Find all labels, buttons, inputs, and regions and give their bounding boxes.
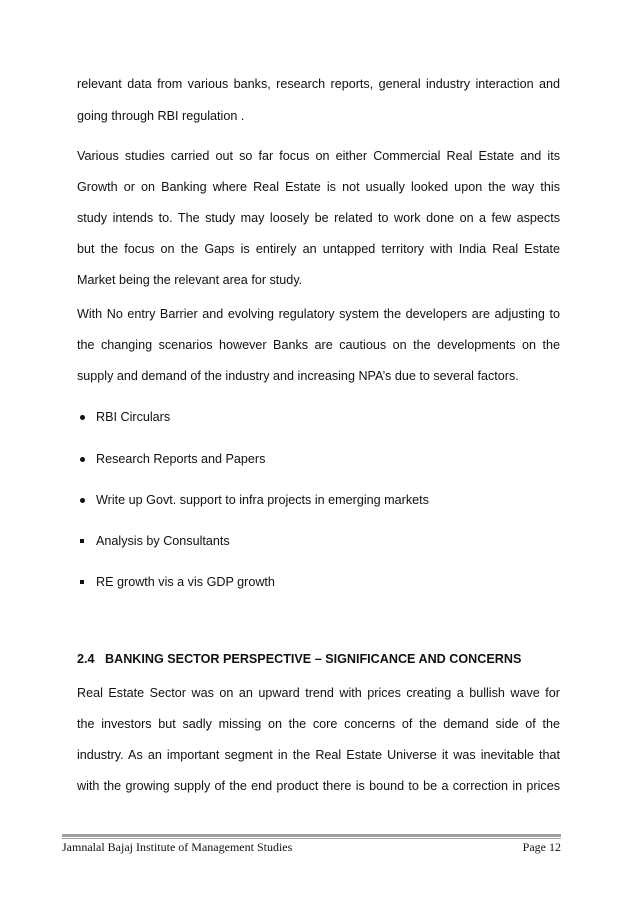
- section-heading: [77, 651, 560, 667]
- footer-page-number: Page 12: [522, 840, 561, 854]
- bullet-icon: [80, 580, 84, 584]
- paragraph-4-line-1: Real Estate Sector was on an upward trend with prices creating a bullish wave for: [77, 686, 560, 700]
- paragraph-4-line-3: industry. As an important segment in the Real Estate Universe it was inevitable that: [77, 748, 560, 762]
- paragraph-2-line-5: Market being the relevant area for study.: [77, 273, 303, 287]
- list-item-text: Research Reports and Papers: [96, 452, 266, 466]
- bullet-icon: [80, 457, 85, 462]
- paragraph-3-line-3: supply and demand of the industry and increasing NPA’s due to several factors.: [77, 369, 519, 383]
- paragraph-3-line-1: With No entry Barrier and evolving regulatory system the developers are adjusting to: [77, 307, 560, 321]
- footer-divider: [62, 834, 561, 837]
- bullet-icon: [80, 415, 85, 420]
- footer-institute: Jamnalal Bajaj Institute of Management Studies: [62, 840, 293, 854]
- paragraph-1-line-1: relevant data from various banks, research reports, general industry interaction and: [77, 77, 560, 91]
- paragraph-2-line-3: study intends to. The study may loosely be related to work done on a few aspects: [77, 211, 560, 225]
- list-item-text: RBI Circulars: [96, 410, 171, 424]
- paragraph-2-line-2: Growth or on Banking where Real Estate is not usually looked upon the way this: [77, 180, 560, 194]
- bullet-icon: [80, 539, 84, 543]
- section-number: 2.4: [77, 652, 95, 666]
- paragraph-4-line-4: with the growing supply of the end product there is bound to be a correction in prices: [77, 779, 560, 793]
- footer-divider-thin: [62, 838, 561, 839]
- paragraph-4-line-2: the investors but sadly missing on the core concerns of the demand side of the: [77, 717, 560, 731]
- bullet-icon: [80, 498, 85, 503]
- list-item-text: Write up Govt. support to infra projects in emerging markets: [96, 493, 429, 507]
- paragraph-2-line-1: Various studies carried out so far focus on either Commercial Real Estate and its: [77, 149, 560, 163]
- paragraph-1-line-2: going through RBI regulation .: [77, 109, 245, 123]
- list-item-text: RE growth vis a vis GDP growth: [96, 575, 275, 589]
- section-title: BANKING SECTOR PERSPECTIVE – SIGNIFICANCE AND CONCERNS: [105, 652, 522, 666]
- paragraph-3-line-2: the changing scenarios however Banks are cautious on the developments on the: [77, 338, 560, 352]
- list-item-text: Analysis by Consultants: [96, 534, 230, 548]
- paragraph-2-line-4: but the focus on the Gaps is entirely an untapped territory with India Real Estate: [77, 242, 560, 256]
